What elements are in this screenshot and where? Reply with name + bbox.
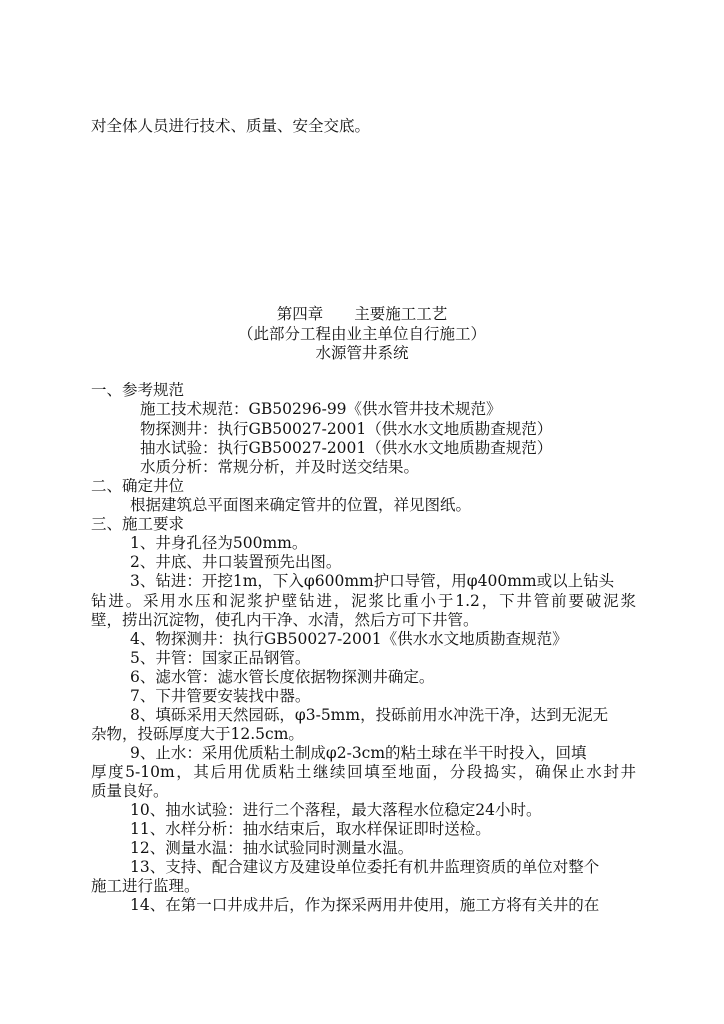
well-location-text: 根据建筑总平面图来确定管井的位置，祥见图纸。 [130,496,472,514]
requirement-item: 10、抽水试验：进行二个落程，最大落程水位稳定24小时。 [130,801,542,819]
requirement-continuation: 壁，捞出沉淀物，使孔内干净、水清，然后方可下井管。 [91,611,479,629]
section-heading-well-location: 二、确定井位 [91,477,185,495]
requirement-item: 9、止水：采用优质粘土制成φ2-3cm的粘土球在半干时投入，回填 [130,744,587,762]
reference-item: 抽水试验：执行GB50027-2001（供水水文地质勘查规范） [140,439,553,457]
requirement-item: 6、滤水管：滤水管长度依据物探测井确定。 [130,668,435,686]
chapter-subtitle: （此部分工程由业主单位自行施工） [237,325,486,343]
requirement-item: 1、井身孔径为500mm。 [130,534,308,552]
requirement-continuation: 钻进。采用水压和泥浆护壁钻进，泥浆比重小于1.2，下井管前要破泥浆 [91,592,636,610]
requirement-item: 14、在第一口井成井后，作为探采两用井使用，施工方将有关井的在 [130,896,600,914]
requirement-item: 2、井底、井口装置预先出图。 [130,553,342,571]
system-title: 水源管井系统 [315,344,409,362]
reference-item: 施工技术规范：GB50296-99《供水管井技术规范》 [140,400,502,418]
intro-paragraph: 对全体人员进行技术、质量、安全交底。 [91,117,371,135]
chapter-title: 第四章 主要施工工艺 [276,305,448,323]
section-heading-requirements: 三、施工要求 [91,515,185,533]
requirement-item: 12、测量水温：抽水试验同时测量水温。 [130,839,414,857]
requirement-item: 13、支持、配合建议方及建设单位委托有机井监理资质的单位对整个 [130,858,600,876]
section-heading-references: 一、参考规范 [91,381,185,399]
requirement-continuation: 厚度5-10m，其后用优质粘土继续回填至地面，分段捣实，确保止水封井 [91,763,636,781]
requirement-continuation: 质量良好。 [91,782,169,800]
requirement-item: 4、物探测井：执行GB50027-2001《供水水文地质勘查规范》 [130,630,568,648]
reference-item: 物探测井：执行GB50027-2001（供水水文地质勘查规范） [140,420,553,438]
requirement-continuation: 杂物，投砾厚度大于12.5cm。 [91,725,304,743]
requirement-item: 5、井管：国家正品钢管。 [130,649,311,667]
requirement-continuation: 施工进行监理。 [91,877,200,895]
requirement-item: 8、填砾采用天然园砾，φ3-5mm，投砾前用水冲洗干净，达到无泥无 [130,706,609,724]
requirement-item: 3、钻进：开挖1m，下入φ600mm护口导管，用φ400mm或以上钻头 [130,572,615,590]
reference-item: 水质分析：常规分析，并及时送交结果。 [140,458,420,476]
requirement-item: 11、水样分析：抽水结束后，取水样保证即时送检。 [130,820,491,838]
requirement-item: 7、下井管要安装找中器。 [130,687,311,705]
